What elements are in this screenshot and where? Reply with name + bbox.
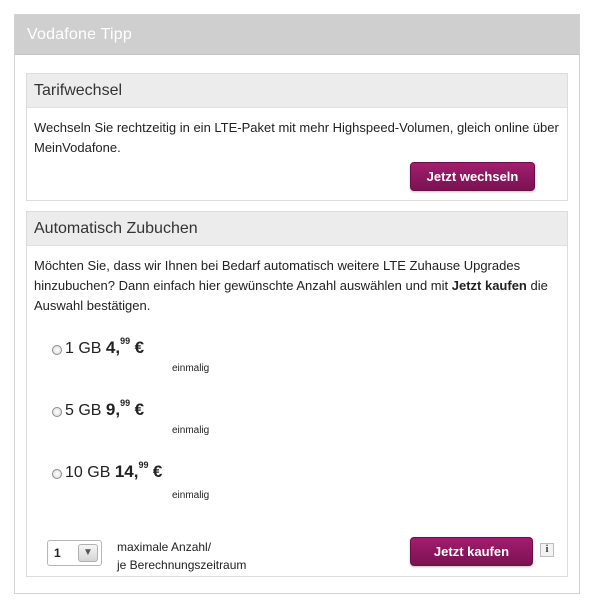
option-period: einmalig: [172, 425, 210, 436]
radio-5gb[interactable]: [52, 407, 62, 417]
zubuchen-card: [26, 211, 568, 577]
zubuchen-title: Automatisch Zubuchen: [27, 212, 567, 246]
option-currency: €: [134, 400, 145, 419]
quantity-label: [117, 538, 246, 574]
option-price-cents: 99: [120, 335, 131, 346]
option-volume: 10 GB: [65, 464, 111, 481]
jetzt-kaufen-button[interactable]: Jetzt kaufen: [410, 537, 533, 566]
zubuchen-text-before: Möchten Sie, dass wir Ihnen bei Bedarf automatisch weitere LTE Zuhause Upgrades hinzubuchen? Dann einfach hier gewünschte Anzahl auswählen und mit: [34, 258, 521, 293]
option-price: 14,: [114, 462, 139, 481]
quantity-value: 1: [54, 546, 61, 560]
option-price: 4,: [105, 338, 121, 357]
widget-title: Vodafone Tipp: [15, 15, 579, 55]
tarifwechsel-card: [26, 73, 568, 201]
option-10gb-label: [65, 459, 163, 482]
option-1gb-label: [65, 335, 145, 358]
info-icon[interactable]: i: [540, 543, 554, 557]
option-price-cents: 99: [120, 397, 131, 408]
chevron-down-icon[interactable]: ▼: [78, 544, 98, 562]
quantity-select[interactable]: [47, 540, 102, 566]
option-5gb-label: [65, 397, 145, 420]
zubuchen-text-after: die Auswahl bestätigen.: [34, 278, 548, 313]
option-currency: €: [152, 462, 163, 481]
option-volume: 1 GB: [65, 340, 102, 357]
tarifwechsel-text: Wechseln Sie rechtzeitig in ein LTE-Paket mit mehr Highspeed-Volumen, gleich online über MeinVodafone.: [34, 120, 559, 155]
option-volume: 5 GB: [65, 402, 102, 419]
radio-10gb[interactable]: [52, 469, 62, 479]
zubuchen-text-bold: Jetzt kaufen: [451, 278, 527, 293]
quantity-label-line2: je Berechnungszeitraum: [117, 558, 247, 572]
radio-1gb[interactable]: [52, 345, 62, 355]
option-period: einmalig: [172, 363, 210, 374]
tarifwechsel-title: Tarifwechsel: [27, 74, 567, 108]
vodafone-tipp-widget: [14, 14, 580, 594]
zubuchen-text: [27, 246, 567, 326]
jetzt-wechseln-button[interactable]: Jetzt wechseln: [410, 162, 535, 191]
option-period: einmalig: [172, 490, 210, 501]
option-price: 9,: [105, 400, 121, 419]
option-price-cents: 99: [138, 459, 149, 470]
quantity-label-line1: maximale Anzahl/: [117, 540, 212, 554]
option-currency: €: [134, 338, 145, 357]
